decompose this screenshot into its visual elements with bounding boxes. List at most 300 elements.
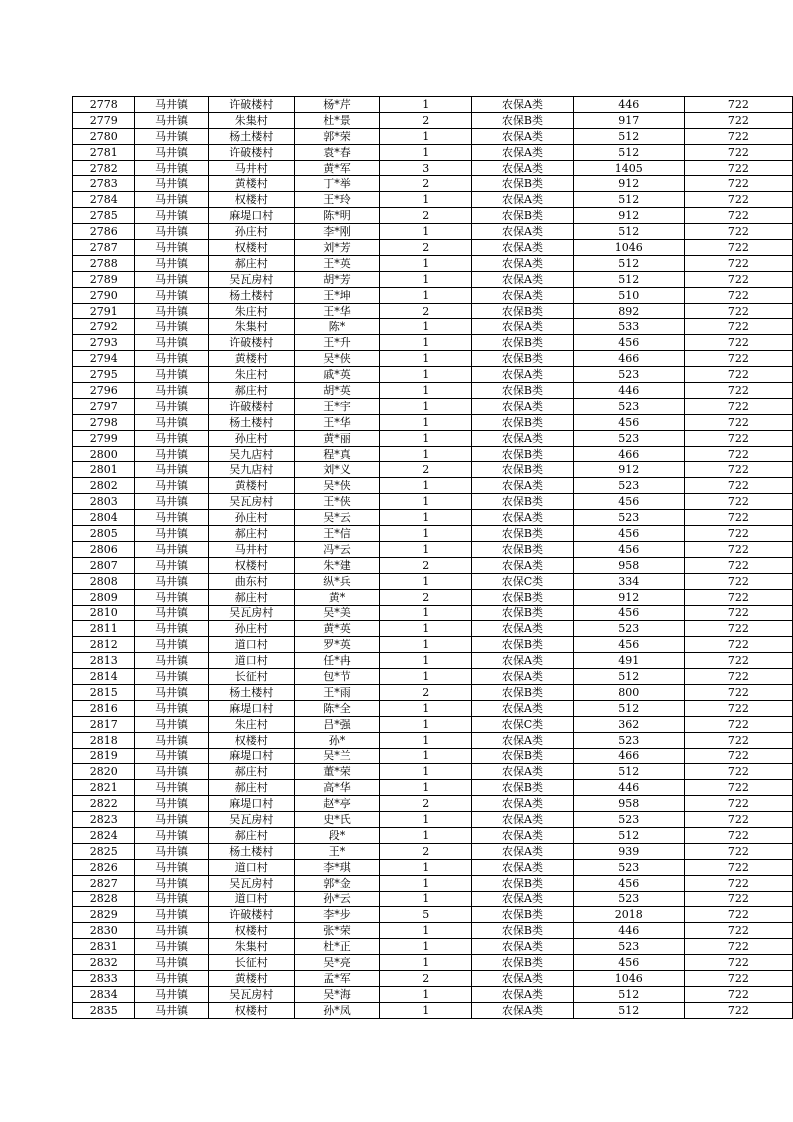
- name-cell: 王*英: [294, 255, 379, 271]
- count-cell: 1: [380, 287, 472, 303]
- category-cell: 农保A类: [472, 700, 573, 716]
- amount-cell: 958: [573, 796, 684, 812]
- village-cell: 郝庄村: [208, 827, 294, 843]
- table-row: [73, 367, 793, 383]
- town-cell: 马井镇: [135, 859, 208, 875]
- amount-cell: 800: [573, 684, 684, 700]
- row-number-cell: 2798: [73, 414, 135, 430]
- town-cell: 马井镇: [135, 970, 208, 986]
- table-row: [73, 669, 793, 685]
- category-cell: 农保B类: [472, 637, 573, 653]
- category-cell: 农保B类: [472, 112, 573, 128]
- category-cell: 农保B类: [472, 875, 573, 891]
- town-cell: 马井镇: [135, 398, 208, 414]
- name-cell: 罗*英: [294, 637, 379, 653]
- count-cell: 1: [380, 335, 472, 351]
- amount-cell: 512: [573, 764, 684, 780]
- table-row: [73, 478, 793, 494]
- amount-cell: 523: [573, 478, 684, 494]
- table-row: [73, 939, 793, 955]
- count-cell: 1: [380, 97, 472, 113]
- name-cell: 任*冉: [294, 653, 379, 669]
- row-number-cell: 2779: [73, 112, 135, 128]
- amount-cell: 512: [573, 669, 684, 685]
- count-cell: 1: [380, 383, 472, 399]
- amount-cell: 892: [573, 303, 684, 319]
- name-cell: 黄*英: [294, 621, 379, 637]
- village-cell: 麻堤口村: [208, 748, 294, 764]
- name-cell: 孙*云: [294, 891, 379, 907]
- village-cell: 权楼村: [208, 240, 294, 256]
- table-row: [73, 970, 793, 986]
- village-cell: 权楼村: [208, 192, 294, 208]
- row-number-cell: 2819: [73, 748, 135, 764]
- village-cell: 杨土楼村: [208, 287, 294, 303]
- table-row: [73, 446, 793, 462]
- count-cell: 1: [380, 859, 472, 875]
- village-cell: 麻堤口村: [208, 700, 294, 716]
- town-cell: 马井镇: [135, 208, 208, 224]
- count-cell: 1: [380, 827, 472, 843]
- row-number-cell: 2826: [73, 859, 135, 875]
- amount-cell: 334: [573, 573, 684, 589]
- village-cell: 权楼村: [208, 732, 294, 748]
- amount-cell: 512: [573, 700, 684, 716]
- table-row: [73, 684, 793, 700]
- count-cell: 2: [380, 303, 472, 319]
- standard-cell: 722: [684, 939, 792, 955]
- name-cell: 王*宇: [294, 398, 379, 414]
- village-cell: 吴瓦房村: [208, 494, 294, 510]
- category-cell: 农保C类: [472, 573, 573, 589]
- standard-cell: 722: [684, 955, 792, 971]
- name-cell: 杜*正: [294, 939, 379, 955]
- name-cell: 刘*芳: [294, 240, 379, 256]
- amount-cell: 456: [573, 605, 684, 621]
- village-cell: 孙庄村: [208, 621, 294, 637]
- town-cell: 马井镇: [135, 240, 208, 256]
- name-cell: 朱*建: [294, 557, 379, 573]
- table-row: [73, 319, 793, 335]
- town-cell: 马井镇: [135, 414, 208, 430]
- name-cell: 孟*军: [294, 970, 379, 986]
- category-cell: 农保A类: [472, 255, 573, 271]
- town-cell: 马井镇: [135, 812, 208, 828]
- standard-cell: 722: [684, 446, 792, 462]
- village-cell: 吴瓦房村: [208, 271, 294, 287]
- amount-cell: 456: [573, 335, 684, 351]
- standard-cell: 722: [684, 208, 792, 224]
- table-row: [73, 780, 793, 796]
- standard-cell: 722: [684, 367, 792, 383]
- table-row: [73, 986, 793, 1002]
- village-cell: 孙庄村: [208, 224, 294, 240]
- row-number-cell: 2807: [73, 557, 135, 573]
- town-cell: 马井镇: [135, 605, 208, 621]
- category-cell: 农保B类: [472, 303, 573, 319]
- name-cell: 杜*景: [294, 112, 379, 128]
- count-cell: 1: [380, 891, 472, 907]
- standard-cell: 722: [684, 510, 792, 526]
- count-cell: 2: [380, 589, 472, 605]
- row-number-cell: 2823: [73, 812, 135, 828]
- row-number-cell: 2832: [73, 955, 135, 971]
- count-cell: 1: [380, 224, 472, 240]
- village-cell: 长征村: [208, 669, 294, 685]
- category-cell: 农保A类: [472, 812, 573, 828]
- standard-cell: 722: [684, 700, 792, 716]
- name-cell: 王*雨: [294, 684, 379, 700]
- amount-cell: 2018: [573, 907, 684, 923]
- standard-cell: 722: [684, 255, 792, 271]
- amount-cell: 912: [573, 176, 684, 192]
- amount-cell: 491: [573, 653, 684, 669]
- category-cell: 农保B类: [472, 383, 573, 399]
- name-cell: 包*节: [294, 669, 379, 685]
- village-cell: 吴九店村: [208, 462, 294, 478]
- category-cell: 农保A类: [472, 271, 573, 287]
- name-cell: 杨*芹: [294, 97, 379, 113]
- name-cell: 程*真: [294, 446, 379, 462]
- village-cell: 郝庄村: [208, 589, 294, 605]
- count-cell: 1: [380, 700, 472, 716]
- name-cell: 王*: [294, 843, 379, 859]
- town-cell: 马井镇: [135, 255, 208, 271]
- amount-cell: 446: [573, 383, 684, 399]
- amount-cell: 523: [573, 510, 684, 526]
- village-cell: 杨土楼村: [208, 684, 294, 700]
- category-cell: 农保A类: [472, 97, 573, 113]
- town-cell: 马井镇: [135, 732, 208, 748]
- category-cell: 农保A类: [472, 796, 573, 812]
- amount-cell: 466: [573, 446, 684, 462]
- table-row: [73, 462, 793, 478]
- row-number-cell: 2778: [73, 97, 135, 113]
- name-cell: 胡*芳: [294, 271, 379, 287]
- count-cell: 1: [380, 351, 472, 367]
- name-cell: 黄*军: [294, 160, 379, 176]
- name-cell: 黄*: [294, 589, 379, 605]
- amount-cell: 523: [573, 430, 684, 446]
- town-cell: 马井镇: [135, 827, 208, 843]
- count-cell: 1: [380, 541, 472, 557]
- village-cell: 许破楼村: [208, 335, 294, 351]
- count-cell: 1: [380, 510, 472, 526]
- table-row: [73, 303, 793, 319]
- table-row: [73, 414, 793, 430]
- count-cell: 2: [380, 796, 472, 812]
- count-cell: 1: [380, 653, 472, 669]
- amount-cell: 958: [573, 557, 684, 573]
- count-cell: 1: [380, 939, 472, 955]
- category-cell: 农保B类: [472, 684, 573, 700]
- village-cell: 麻堤口村: [208, 208, 294, 224]
- row-number-cell: 2812: [73, 637, 135, 653]
- row-number-cell: 2794: [73, 351, 135, 367]
- category-cell: 农保B类: [472, 494, 573, 510]
- count-cell: 1: [380, 986, 472, 1002]
- town-cell: 马井镇: [135, 494, 208, 510]
- count-cell: 2: [380, 462, 472, 478]
- table-row: [73, 843, 793, 859]
- town-cell: 马井镇: [135, 478, 208, 494]
- standard-cell: 722: [684, 494, 792, 510]
- category-cell: 农保A类: [472, 653, 573, 669]
- standard-cell: 722: [684, 1002, 792, 1018]
- name-cell: 段*: [294, 827, 379, 843]
- row-number-cell: 2815: [73, 684, 135, 700]
- category-cell: 农保A类: [472, 970, 573, 986]
- category-cell: 农保A类: [472, 367, 573, 383]
- name-cell: 吴*美: [294, 605, 379, 621]
- town-cell: 马井镇: [135, 907, 208, 923]
- table-row: [73, 335, 793, 351]
- count-cell: 2: [380, 684, 472, 700]
- table-row: [73, 192, 793, 208]
- category-cell: 农保B类: [472, 780, 573, 796]
- row-number-cell: 2835: [73, 1002, 135, 1018]
- category-cell: 农保A类: [472, 764, 573, 780]
- amount-cell: 512: [573, 128, 684, 144]
- village-cell: 朱庄村: [208, 367, 294, 383]
- row-number-cell: 2782: [73, 160, 135, 176]
- row-number-cell: 2784: [73, 192, 135, 208]
- amount-cell: 512: [573, 144, 684, 160]
- standard-cell: 722: [684, 287, 792, 303]
- table-row: [73, 176, 793, 192]
- category-cell: 农保B类: [472, 208, 573, 224]
- standard-cell: 722: [684, 541, 792, 557]
- amount-cell: 523: [573, 732, 684, 748]
- name-cell: 李*琪: [294, 859, 379, 875]
- town-cell: 马井镇: [135, 526, 208, 542]
- village-cell: 黄楼村: [208, 970, 294, 986]
- count-cell: 1: [380, 128, 472, 144]
- amount-cell: 510: [573, 287, 684, 303]
- category-cell: 农保A类: [472, 510, 573, 526]
- standard-cell: 722: [684, 875, 792, 891]
- count-cell: 1: [380, 605, 472, 621]
- name-cell: 王*侠: [294, 494, 379, 510]
- town-cell: 马井镇: [135, 986, 208, 1002]
- town-cell: 马井镇: [135, 796, 208, 812]
- table-row: [73, 955, 793, 971]
- town-cell: 马井镇: [135, 383, 208, 399]
- table-row: [73, 812, 793, 828]
- category-cell: 农保A类: [472, 128, 573, 144]
- town-cell: 马井镇: [135, 939, 208, 955]
- village-cell: 麻堤口村: [208, 796, 294, 812]
- standard-cell: 722: [684, 128, 792, 144]
- town-cell: 马井镇: [135, 621, 208, 637]
- amount-cell: 939: [573, 843, 684, 859]
- table-row: [73, 383, 793, 399]
- village-cell: 朱集村: [208, 319, 294, 335]
- category-cell: 农保B类: [472, 446, 573, 462]
- standard-cell: 722: [684, 351, 792, 367]
- table-row: [73, 1002, 793, 1018]
- amount-cell: 1046: [573, 970, 684, 986]
- category-cell: 农保A类: [472, 478, 573, 494]
- row-number-cell: 2820: [73, 764, 135, 780]
- table-row: [73, 700, 793, 716]
- amount-cell: 912: [573, 208, 684, 224]
- town-cell: 马井镇: [135, 700, 208, 716]
- row-number-cell: 2805: [73, 526, 135, 542]
- town-cell: 马井镇: [135, 224, 208, 240]
- table-row: [73, 430, 793, 446]
- category-cell: 农保A类: [472, 319, 573, 335]
- name-cell: 王*坤: [294, 287, 379, 303]
- count-cell: 1: [380, 669, 472, 685]
- name-cell: 吴*海: [294, 986, 379, 1002]
- category-cell: 农保B类: [472, 748, 573, 764]
- standard-cell: 722: [684, 891, 792, 907]
- row-number-cell: 2787: [73, 240, 135, 256]
- row-number-cell: 2809: [73, 589, 135, 605]
- count-cell: 1: [380, 923, 472, 939]
- category-cell: 农保A类: [472, 430, 573, 446]
- village-cell: 朱集村: [208, 112, 294, 128]
- name-cell: 赵*亭: [294, 796, 379, 812]
- table-row: [73, 351, 793, 367]
- row-number-cell: 2790: [73, 287, 135, 303]
- amount-cell: 912: [573, 462, 684, 478]
- category-cell: 农保B类: [472, 955, 573, 971]
- standard-cell: 722: [684, 478, 792, 494]
- table-row: [73, 271, 793, 287]
- name-cell: 孙*凤: [294, 1002, 379, 1018]
- town-cell: 马井镇: [135, 271, 208, 287]
- town-cell: 马井镇: [135, 541, 208, 557]
- count-cell: 1: [380, 764, 472, 780]
- standard-cell: 722: [684, 160, 792, 176]
- standard-cell: 722: [684, 224, 792, 240]
- table-body: [73, 97, 793, 1019]
- table-row: [73, 160, 793, 176]
- name-cell: 吴*侠: [294, 351, 379, 367]
- name-cell: 王*升: [294, 335, 379, 351]
- category-cell: 农保B类: [472, 589, 573, 605]
- town-cell: 马井镇: [135, 367, 208, 383]
- name-cell: 高*华: [294, 780, 379, 796]
- row-number-cell: 2834: [73, 986, 135, 1002]
- standard-cell: 722: [684, 192, 792, 208]
- category-cell: 农保B类: [472, 335, 573, 351]
- town-cell: 马井镇: [135, 684, 208, 700]
- town-cell: 马井镇: [135, 112, 208, 128]
- standard-cell: 722: [684, 398, 792, 414]
- count-cell: 1: [380, 446, 472, 462]
- row-number-cell: 2801: [73, 462, 135, 478]
- data-table: [72, 96, 793, 1019]
- standard-cell: 722: [684, 144, 792, 160]
- village-cell: 许破楼村: [208, 907, 294, 923]
- table-row: [73, 875, 793, 891]
- table-row: [73, 573, 793, 589]
- town-cell: 马井镇: [135, 287, 208, 303]
- amount-cell: 456: [573, 541, 684, 557]
- town-cell: 马井镇: [135, 573, 208, 589]
- amount-cell: 1046: [573, 240, 684, 256]
- table-row: [73, 526, 793, 542]
- count-cell: 2: [380, 970, 472, 986]
- town-cell: 马井镇: [135, 891, 208, 907]
- category-cell: 农保B类: [472, 462, 573, 478]
- village-cell: 黄楼村: [208, 176, 294, 192]
- row-number-cell: 2821: [73, 780, 135, 796]
- amount-cell: 917: [573, 112, 684, 128]
- category-cell: 农保B类: [472, 907, 573, 923]
- standard-cell: 722: [684, 669, 792, 685]
- standard-cell: 722: [684, 605, 792, 621]
- table-row: [73, 732, 793, 748]
- town-cell: 马井镇: [135, 319, 208, 335]
- row-number-cell: 2829: [73, 907, 135, 923]
- category-cell: 农保A类: [472, 621, 573, 637]
- category-cell: 农保A类: [472, 160, 573, 176]
- village-cell: 吴瓦房村: [208, 812, 294, 828]
- amount-cell: 523: [573, 891, 684, 907]
- town-cell: 马井镇: [135, 97, 208, 113]
- village-cell: 许破楼村: [208, 97, 294, 113]
- row-number-cell: 2795: [73, 367, 135, 383]
- category-cell: 农保A类: [472, 732, 573, 748]
- village-cell: 许破楼村: [208, 398, 294, 414]
- table-row: [73, 287, 793, 303]
- category-cell: 农保A类: [472, 859, 573, 875]
- town-cell: 马井镇: [135, 510, 208, 526]
- category-cell: 农保A类: [472, 398, 573, 414]
- name-cell: 吴*亮: [294, 955, 379, 971]
- village-cell: 吴瓦房村: [208, 605, 294, 621]
- amount-cell: 512: [573, 271, 684, 287]
- row-number-cell: 2822: [73, 796, 135, 812]
- row-number-cell: 2818: [73, 732, 135, 748]
- table-row: [73, 891, 793, 907]
- table-row: [73, 796, 793, 812]
- town-cell: 马井镇: [135, 653, 208, 669]
- name-cell: 王*玲: [294, 192, 379, 208]
- category-cell: 农保B类: [472, 414, 573, 430]
- name-cell: 郭*荣: [294, 128, 379, 144]
- table-row: [73, 398, 793, 414]
- village-cell: 杨土楼村: [208, 414, 294, 430]
- category-cell: 农保B类: [472, 351, 573, 367]
- count-cell: 1: [380, 271, 472, 287]
- village-cell: 道口村: [208, 653, 294, 669]
- category-cell: 农保A类: [472, 843, 573, 859]
- name-cell: 史*氏: [294, 812, 379, 828]
- row-number-cell: 2814: [73, 669, 135, 685]
- village-cell: 黄楼村: [208, 351, 294, 367]
- row-number-cell: 2806: [73, 541, 135, 557]
- count-cell: 1: [380, 732, 472, 748]
- table-row: [73, 827, 793, 843]
- village-cell: 马井村: [208, 541, 294, 557]
- standard-cell: 722: [684, 430, 792, 446]
- table-row: [73, 494, 793, 510]
- row-number-cell: 2796: [73, 383, 135, 399]
- count-cell: 2: [380, 112, 472, 128]
- name-cell: 张*荣: [294, 923, 379, 939]
- category-cell: 农保B类: [472, 526, 573, 542]
- standard-cell: 722: [684, 684, 792, 700]
- village-cell: 朱集村: [208, 939, 294, 955]
- table-row: [73, 128, 793, 144]
- village-cell: 道口村: [208, 891, 294, 907]
- town-cell: 马井镇: [135, 637, 208, 653]
